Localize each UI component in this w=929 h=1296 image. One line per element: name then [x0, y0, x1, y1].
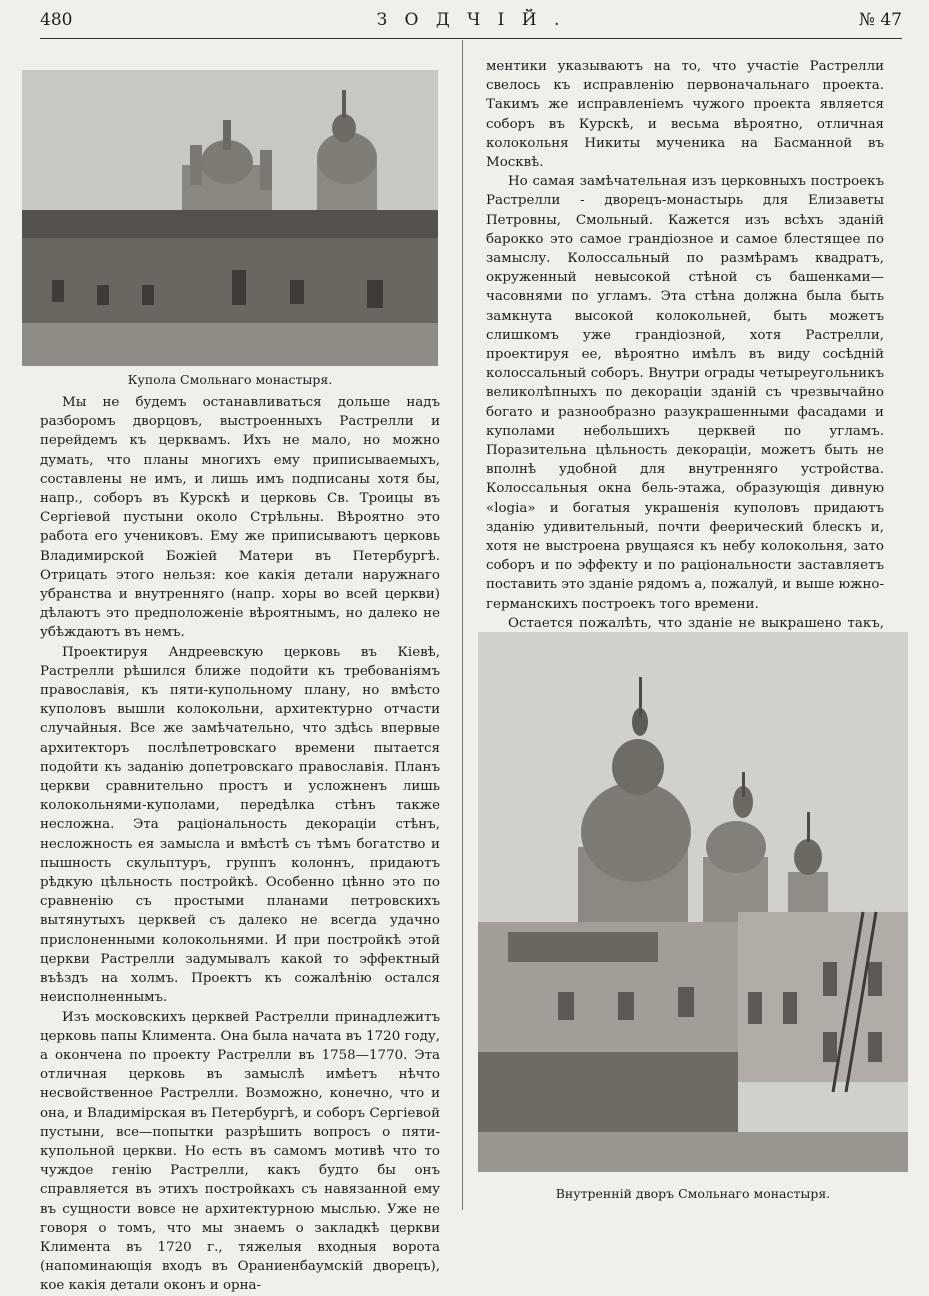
column-divider [462, 40, 463, 1210]
page-number: 480 [40, 10, 73, 30]
paragraph: Мы не будемъ останавливаться дольше надъ разборомъ дворцовъ, выстроенныхъ Растрелли и перейдемъ къ церквамъ. Ихъ не мало, но можно думать, что планы многихъ ему приписываемыхъ, составлены не имъ, и лишь имъ подписаны хотя бы, напр., соборъ въ Курскѣ и церковь Св. Троицы въ Сергiевой пустыни около Стрѣльны. Вѣроятно это работа его учениковъ. Ему же приписываютъ церковь Владимирской Божiей Матери въ Петербургѣ. Отрицать этого нельзя: кое какiя детали наружнаго убранства и внутренняго (напр. хоры во всей церкви) дѣлаютъ это предположенiе вѣроятнымъ, но далеко не убѣждаютъ въ немъ. [40, 395, 440, 641]
paragraph: Остается пожалѣть, что зданiе не выкрашено такъ, [508, 615, 884, 631]
paragraph: ментики указываютъ на то, что участiе Растрелли свелось къ исправленiю первоначальнаго проекта. Такимъ же исправленiемъ чужого проекта является соборъ въ Курскѣ, и весьма вѣроятно, отличная колокольня Никиты мученика на Басманной въ Москвѣ. [486, 59, 884, 171]
page-header [40, 6, 902, 34]
smolny-domes-photo [22, 70, 438, 366]
figure-caption: Внутреннiй дворъ Смольнаго монастыря. [555, 1186, 831, 1201]
left-column [40, 393, 440, 1296]
paragraph: Проектируя Андреевскую церковь въ Кiевѣ, Растрелли рѣшился ближе подойти къ требованiямъ православiя, къ пяти-купольному плану, но вмѣсто куполовъ вышли колокольни, архитектурно отчасти случайныя. Все же замѣчательно, что здѣсь впервые архитекторъ послѣпетровскаго времени пытается подойти къ заданiю допетровскаго православiя. Планъ церкви сравнительно простъ и усложненъ лишь колокольнями-куполами, передѣлка стѣнъ также несложна. Эта рацiональность декорацiи стѣнъ, несложность ея замысла и вмѣстѣ съ тѣмъ богатство и пышность скульптуръ, группъ колоннъ, придаютъ рѣдкую цѣльность постройкѣ. Особенно цѣнно это по сравненiю съ простыми планами петровскихъ вытянутыхъ церквей съ далеко не всегда удачно прислоненными колокольнями. И при постройкѣ этой церкви Растрелли задумывалъ какой то эффектный въѣздъ на холмъ. Проектъ къ сожалѣнiю остался неисполненнымъ. [40, 644, 440, 1006]
paragraph: Изъ московскихъ церквей Растрелли принадлежитъ церковь папы Климента. Она была начата въ 1720 году, а окончена по проекту Растрелли въ 1758—1770. Эта отличная церковь въ замыслѣ имѣетъ нѣчто несвойственное Растрелли. Возможно, конечно, что и она, и Владимiрская въ Петербургѣ, и соборъ Сергiевой пустыни, все—попытки разрѣшить вопросъ о пяти-купольной церкви. Но есть въ самомъ мотивѣ что то чуждое генiю Растрелли, какъ будто бы онъ справляется въ этихъ постройкахъ съ навязанной ему въ сущности вовсе не архитектурною мыслью. Уже не говоря о томъ, что мы знаемъ о закладкѣ церкви Климента въ 1720 г., тяжелыя входныя ворота (напоминающiя входъ въ Ораниенбаумскiй дворецъ), кое какiя детали оконъ и орна- [40, 1009, 440, 1294]
right-column [486, 57, 884, 672]
issue-number: № 47 [858, 10, 902, 30]
header-rule [40, 38, 902, 39]
journal-title: З О Д Ч I Й . [376, 10, 566, 30]
smolny-courtyard-photo [478, 632, 908, 1172]
paragraph: Но самая замѣчательная изъ церковныхъ построекъ Растрелли - дворецъ-монастырь для Елизаветы Петровны, Смольный. Кажется изъ всѣхъ зданiй барокко это самое грандiозное и самое блестящее по замыслу. Колоссальный по размѣрамъ квадратъ, окруженный невысокой стѣной съ башенками—часовнями по угламъ. Эта стѣна должна была быть замкнута высокой колокольней, быть можетъ слишкомъ уже грандiозной, хотя Растрелли, проектируя ее, вѣроятно имѣлъ въ виду сосѣднiй колоссальный соборъ. Внутри ограды четыреугольникъ великолѣпныхъ по декорацiи зданiй съ чрезвычайно богато и разнообразно разукрашенными фасадами и куполами небольшихъ церквей по угламъ. Поразительна цѣльность декорацiи, можетъ быть не вполнѣ удобной для внутренняго устройства. Колоссальныя окна бель-этажа, образующiя дивную «logia» и богатыя украшенiя куполовъ придаютъ зданiю удивительный, почти феерический блескъ и, хотя не выстроена рвущаяся къ небу колокольня, зато соборъ и по эффекту и по рацiональности заставляетъ поставить это зданiе рядомъ а, пожалуй, и выше южно-германскихъ построекъ того времени. [486, 174, 884, 612]
figure-caption: Купола Смольнаго монастыря. [127, 372, 333, 387]
